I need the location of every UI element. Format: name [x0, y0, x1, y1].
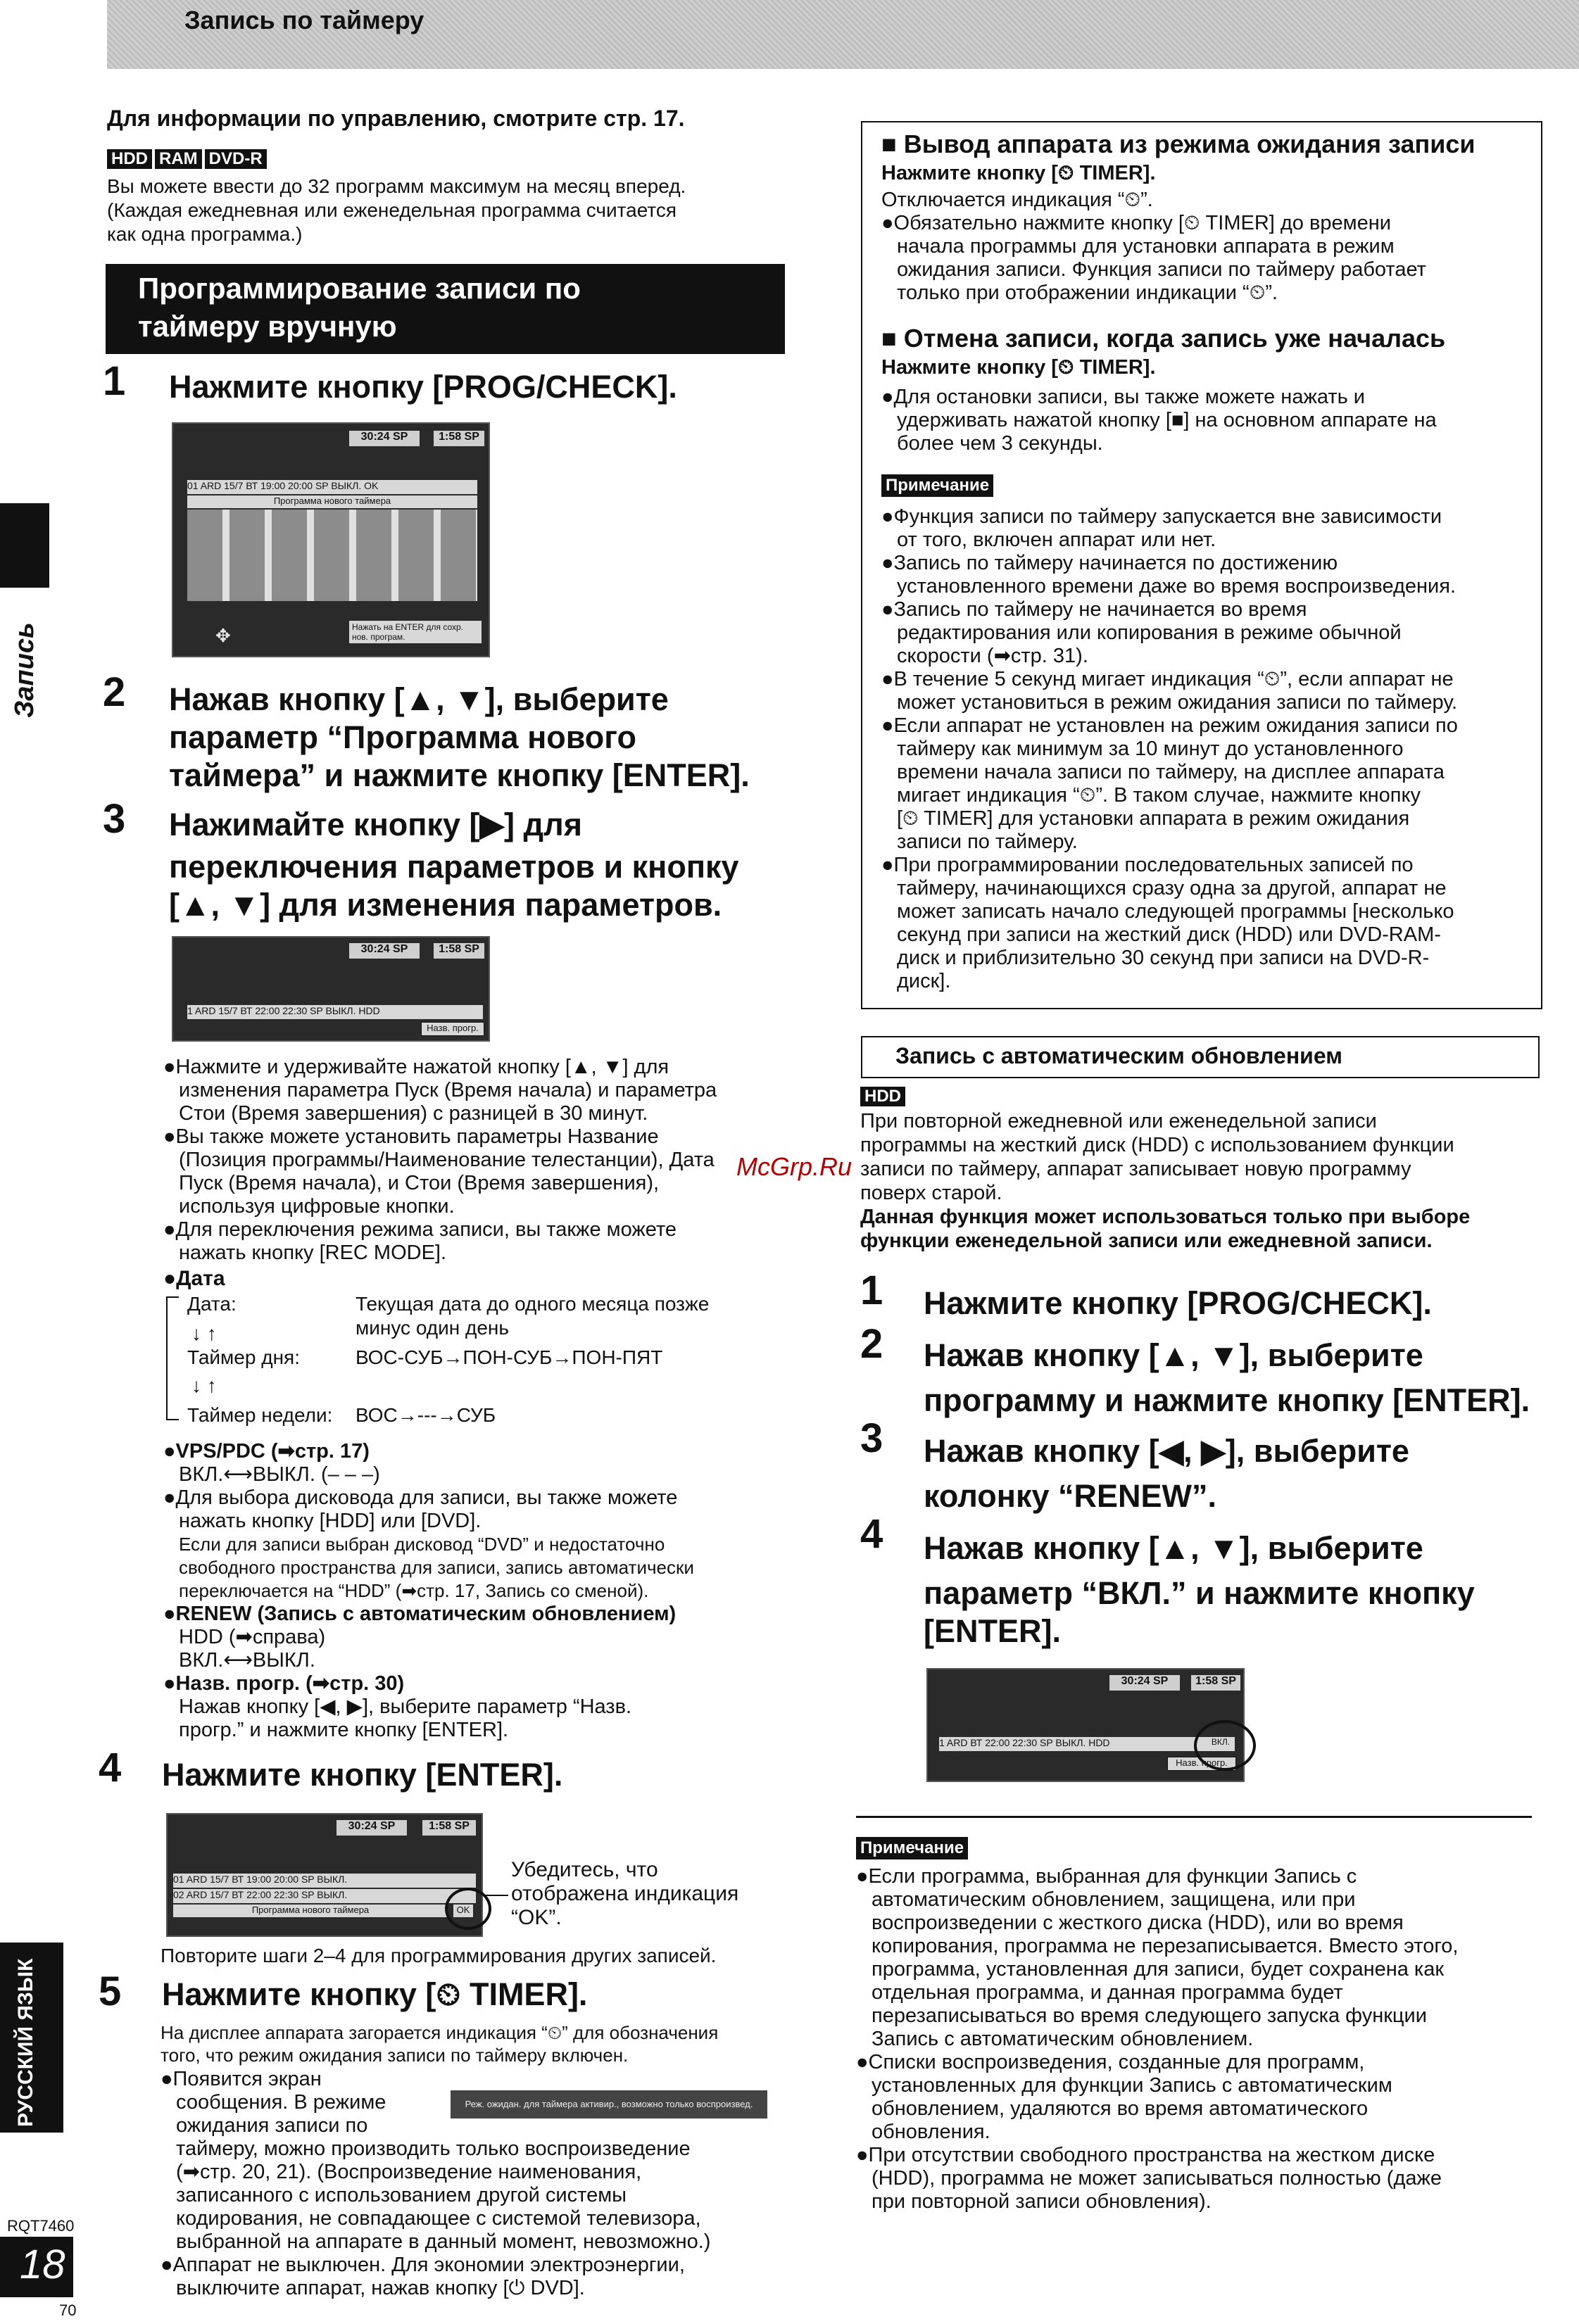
intro-reference: Для информации по управлению, смотрите стр. 17. [107, 106, 685, 131]
screen2-remaining-hdd: 30:24 SP [349, 943, 420, 959]
renew-step-2-number: 2 [860, 1321, 883, 1367]
repeat-steps-note: Повторите шаги 2–4 для программирования других записей. [161, 1945, 717, 1966]
screen1-remaining-dvd: 1:58 SP [434, 431, 484, 446]
step-1-number: 1 [103, 358, 126, 404]
renew-step-1-number: 1 [860, 1268, 883, 1313]
screen2-program-row: 1 ARD 15/7 ВТ 22:00 22:30 SP ВЫКЛ. HDD [187, 1005, 483, 1019]
language-label: РУССКИЙ ЯЗЫК [14, 1958, 37, 2127]
standby-message-screen: Реж. ожидан. для таймера активир., возможно только воспроизвед. [451, 2090, 767, 2118]
screen3-remaining-hdd: 30:24 SP [336, 1820, 407, 1836]
screen1-program-row: 01 ARD 15/7 ВТ 19:00 20:00 SP ВЫКЛ. OK [187, 480, 477, 494]
note-list-1: ●Функция записи по таймеру запускается вне зависимости от того, включен аппарат или нет. ●Запись по таймеру начинается по достижению установленного времени даже во время воспроизведения. ●Запись по таймеру не начинается во время редактирования или копирования в режиме обычной скорости (➡стр. 31). ●В течение 5 секунд мигает индикация “⏲”, если аппарат не может установиться в режим ожидания записи по таймеру. ●Если аппарат не установлен на режим ожидания записи по таймеру как минимум за 10 минут до установленного времени начала записи по таймеру, на дисплее аппарата мигает индикация “⏲”. В таком случае, нажмите кнопку [⏲ TIMER] для установки аппарата в режим ожидания записи по таймеру. ●При программировании последовательных записей по таймеру, начинающихся сразу одна за другой, аппарат не может записать начало следующей программы [несколько секунд при записи на жесткий диск (HDD) или DVD-RAM- диск и приблизительно 30 секунд при записи на DVD-R- диск]. [881, 505, 1458, 992]
cancel-recording-text: ●Для остановки записи, вы также можете нажать и удерживать нажатой кнопку [■] на основном аппарате на более чем 3 секунды. [881, 386, 1437, 455]
ok-pointer-line [484, 1895, 508, 1896]
screen1-hint: Нажать на ENTER для сохр. нов. програм. [349, 621, 482, 643]
ok-highlight-circle [445, 1888, 491, 1930]
doc-code: RQT7460 [7, 2217, 75, 2235]
date-desc-1: Текущая дата до одного месяца позже [356, 1293, 710, 1315]
intro-text: Вы можете ввести до 32 программ максимум на месяц вперед. (Каждая ежедневная или еженедельная программа считается как одна программа.) [107, 175, 686, 245]
date-arrows-1: ↓ ↑ [191, 1322, 217, 1344]
param-bullets: ●VPS/PDC (➡стр. 17) ВКЛ.⟷ВЫКЛ. (– – –) ●Для выбора дисковода для записи, вы также можете нажать кнопку [HDD] или [DVD]. Если для записи выбран дисковод “DVD” и недостаточно свободного пространства для записи, запись автоматически переключается на “HDD” (➡стр. 17, Запись со сменой). ●RENEW (Запись с автоматическим обновлением) HDD (➡справа) ВКЛ.⟷ВЫКЛ. ●Назв. прогр. (➡стр. 30) Нажав кнопку [◀, ▶], выберите параметр “Назв. прогр.” и нажмите кнопку [ENTER]. [163, 1440, 694, 1741]
cycle-bracket [166, 1296, 179, 1420]
step-4-note: Убедитесь, что отображена индикация “OK”. [511, 1858, 739, 1929]
note-list-2: ●Если программа, выбранная для функции Запись с автоматическим обновлением, защищена, или при воспроизведении с жесткого диска (HDD), или во время копирования, программа не перезаписывается. Вместо этого, программа, установленная для записи, будет сохранена как отдельная программа, и данная программа будет перезаписываться во время следующего запуска функции Запись с автоматическим обновлением. ●Списки воспроизведения, созданные для программ, установленных для функции Запись с автоматическим обновлением, удаляются во время автоматического обновления. ●При отсутствии свободного пространства на жестком диске (HDD), программа не может записываться полностью (даже при повторной записи обновления). [856, 1865, 1459, 2213]
note-label-1: Примечание [881, 474, 993, 497]
renew-on-highlight-circle [1194, 1720, 1256, 1771]
step-5-number: 5 [99, 1969, 122, 2014]
renew-remaining-hdd: 30:24 SP [1109, 1675, 1180, 1691]
divider [856, 1816, 1532, 1818]
screen3-new-program: Программа нового таймера [173, 1905, 448, 1917]
week-timer-label: Таймер недели: [187, 1404, 333, 1426]
cancel-recording-heading: ■ Отмена записи, когда запись уже началась [881, 324, 1446, 353]
exit-standby-heading: ■ Вывод аппарата из режима ожидания записи [881, 130, 1476, 158]
note-label-2: Примечание [856, 1837, 968, 1859]
small-page-number: 70 [59, 2301, 77, 2319]
screen-program-list [172, 422, 490, 657]
renew-step-2-text: Нажав кнопку [▲, ▼], выберите программу и нажмите кнопку [ENTER]. [924, 1337, 1530, 1418]
renew-program-row: 1 ARD ВТ 22:00 22:30 SP ВЫКЛ. HDD [939, 1737, 1207, 1751]
step-4-text: Нажмите кнопку [ENTER]. [162, 1757, 563, 1793]
page-title: Запись по таймеру [184, 6, 424, 34]
dpad-icon: ✥ [215, 625, 231, 646]
date-title: ●Дата [163, 1267, 225, 1290]
renew-step-4-text: Нажав кнопку [▲, ▼], выберите параметр “ВКЛ.” и нажмите кнопку [ENTER]. [924, 1530, 1475, 1649]
renew-tag-hdd: HDD [860, 1087, 905, 1106]
renew-step-3-text: Нажав кнопку [◀, ▶], выберите колонку “RENEW”. [924, 1433, 1409, 1514]
exit-standby-text: Отключается индикация “⏲”. ●Обязательно нажмите кнопку [⏲ TIMER] до времени начала программы для установки аппарата в режим ожидания записи. Функция записи по таймеру работает только при отображении индикации “⏲”. [881, 189, 1426, 304]
step-1-text: Нажмите кнопку [PROG/CHECK]. [169, 369, 677, 405]
step-3-number: 3 [103, 796, 126, 842]
screen3-row-1: 01 ARD 15/7 ВТ 19:00 20:00 SP ВЫКЛ. [173, 1874, 476, 1888]
renew-step-1-text: Нажмите кнопку [PROG/CHECK]. [924, 1285, 1432, 1321]
screen2-remaining-dvd: 1:58 SP [434, 943, 484, 959]
exit-standby-sub: Нажмите кнопку [⏲ TIMER]. [881, 162, 1156, 184]
screen1-remaining-hdd: 30:24 SP [349, 431, 420, 446]
watermark: McGrp.Ru [736, 1152, 853, 1181]
week-timer-desc: ВОС→---→СУБ [356, 1404, 496, 1426]
screen3-remaining-dvd: 1:58 SP [422, 1820, 476, 1836]
renew-step-4-number: 4 [860, 1511, 883, 1557]
step-4-number: 4 [99, 1745, 122, 1791]
tag-dvdr: DVD-R [205, 149, 267, 169]
day-timer-label: Таймер дня: [187, 1346, 300, 1368]
format-tags [107, 149, 270, 169]
language-tab [0, 1943, 63, 2133]
screen1-new-program: Программа нового таймера [187, 495, 477, 508]
date-arrows-2: ↓ ↑ [191, 1375, 217, 1396]
renew-desc: При повторной ежедневной или еженедельной записи программы на жесткий диск (HDD) с использованием функции записи по таймеру, аппарат записывает новую программу поверх старой. Данная функция может использоваться только при выборе функции еженедельной записи или ежедневной записи. [860, 1110, 1471, 1252]
section-marker [0, 503, 49, 588]
page-number: 18 [20, 2242, 65, 2287]
screen-confirm-ok [166, 1813, 483, 1937]
step-3-bullets: ●Нажмите и удерживайте нажатой кнопку [▲, ▼] для изменения параметра Пуск (Время начала) и параметра Стои (Время завершения) с разницей в 30 минут. ●Вы также можете установить параметры Название (Позиция программы/Наименование телестанции), Дата Пуск (Время начала), и Стои (Время завершения), используя цифровые кнопки. ●Для переключения режима записи, вы также можете нажать кнопку [REC MODE]. [163, 1056, 717, 1264]
renew-title: Запись с автоматическим обновлением [895, 1043, 1342, 1068]
step-5-text: Нажмите кнопку [⏲ TIMER]. [162, 1976, 588, 2012]
cancel-recording-sub: Нажмите кнопку [⏲ TIMER]. [881, 356, 1156, 379]
renew-remaining-dvd: 1:58 SP [1191, 1675, 1240, 1691]
screen-renew-on [926, 1668, 1245, 1782]
renew-name-button: Назв. прогр. [1167, 1757, 1236, 1771]
screen1-empty-rows [187, 510, 477, 601]
screen-edit-params [172, 936, 490, 1042]
date-label: Дата: [187, 1293, 237, 1315]
step-5-bullets: ●Появится экран сообщения. В режиме ожидания записи по таймеру, можно производить только воспроизведение (➡стр. 20, 21). (Воспроизведение наименования, записанного с использованием другой системы кодирования, не совпадающее с системой телевизора, выбранной на аппарате в данный момент, невозможно.) ●Аппарат не выключен. Для экономии электроэнергии, выключите аппарат, нажав кнопку [⏻ DVD]. [161, 2068, 711, 2299]
step-3-text: Нажимайте кнопку [▶] для переключения параметров и кнопку [▲, ▼] для изменения параметров. [169, 807, 739, 923]
section-header: Программирование записи по таймеру вручную [106, 264, 785, 354]
renew-step-3-number: 3 [860, 1415, 883, 1461]
step-2-text: Нажав кнопку [▲, ▼], выберите параметр “Программа нового таймера” и нажмите кнопку [ENTER]. [169, 681, 750, 793]
sidebar-section-label: Запись [10, 622, 39, 718]
screen3-row-2: 02 ARD 15/7 ВТ 22:00 22:30 SP ВЫКЛ. [173, 1889, 476, 1903]
step-2-number: 2 [103, 669, 126, 715]
tag-ram: RAM [155, 149, 202, 169]
step-5-body-intro: На дисплее аппарата загорается индикация “⏲” для обозначения того, что режим ожидания записи по таймеру включен. [161, 2022, 719, 2066]
screen2-name-button: Назв. прогр. [421, 1022, 484, 1036]
screen3-ok-indicator: OK [453, 1905, 473, 1917]
renew-on-value: ВКЛ. [1207, 1737, 1235, 1751]
renew-tag-wrap [860, 1087, 908, 1106]
day-timer-desc: ВОС-СУБ→ПОН-СУБ→ПОН-ПЯТ [356, 1346, 663, 1368]
tag-hdd: HDD [107, 149, 152, 169]
date-desc-2: минус один день [356, 1317, 509, 1339]
